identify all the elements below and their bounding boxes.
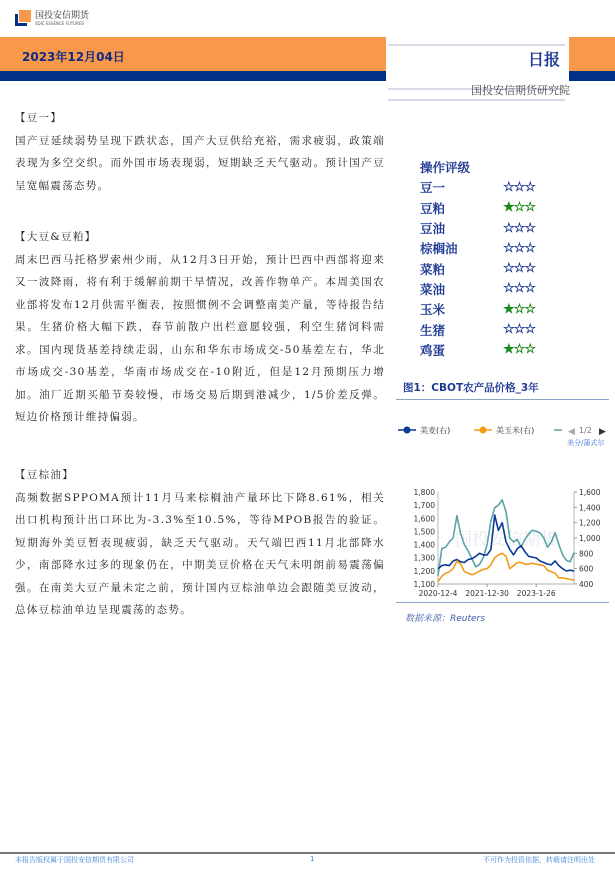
header-blue-bar-right [569,71,615,81]
rating-stars [503,221,535,236]
section-body: 高频数据SPPOMA预计11月马来棕榈油产量环比下降8.61%，相关出口机构预计出口环比为-3.3%至10.5%，等待MPOB报告的验证。短期海外美豆暂表现疲弱，缺乏天气驱动。天气端巴西11月北部降水少，南部降水过多的现象仍在，中期美豆价格在天气未明朗前易震荡偏强。在南美大豆产量未定之前，预计国内豆棕油单边会跟随美豆波动，总体豆棕油单边呈现震荡的态势。 [15,491,385,616]
section-title: 【豆一】 [15,112,63,124]
star-empty-icon: ☆ [513,200,525,216]
logo-mark-icon [15,10,31,26]
left-tick-label: 1,400 [413,540,435,550]
right-tick-label: 1,000 [579,534,601,543]
star-empty-icon: ☆ [524,179,535,195]
rating-product: 豆粕 [420,200,446,216]
header-orange-bar-right [569,37,615,71]
divider [388,99,565,101]
section-title: 【豆棕油】 [15,469,74,481]
section-soy-palm-oil [15,464,385,622]
star-empty-icon: ☆ [524,200,535,216]
rating-stars [503,200,535,215]
legend-label: 美玉米(右) [496,426,535,435]
rating-row [420,177,560,197]
rating-stars [503,342,535,357]
rating-stars [503,322,535,337]
left-tick-label: 1,500 [413,527,435,537]
star-empty-icon: ☆ [503,281,514,297]
rating-row [420,238,560,258]
figure-title: 图1：CBOT农产品价格_3年 [403,382,539,394]
rating-row [420,340,560,360]
star-empty-icon: ☆ [524,322,535,338]
rating-stars [503,281,535,296]
rating-product: 棕榈油 [420,241,458,257]
watermark: 国投安信期货 [455,530,557,550]
figure-source: 数据来源：Reuters [405,614,485,624]
report-type: 日报 [527,50,560,69]
star-empty-icon: ☆ [524,342,535,358]
star-empty-icon: ☆ [503,179,514,195]
left-tick-label: 1,300 [413,553,435,563]
footer-divider [0,852,615,854]
header-blue-bar [0,71,386,81]
star-empty-icon: ☆ [503,261,514,277]
page-number: 1 [310,855,315,863]
rating-product: 豆油 [420,221,446,237]
rating-stars [503,241,535,256]
rating-product: 玉米 [420,302,446,318]
x-tick-label: 2023-1-26 [516,589,556,598]
right-tick-label: 1,200 [579,518,601,528]
star-filled-icon: ★ [503,200,514,216]
company-logo [15,10,89,26]
section-soybean-meal [15,226,385,429]
rating-product: 豆一 [420,180,446,196]
report-date: 2023年12月04日 [22,50,125,64]
section-title: 【大豆&豆粕】 [15,231,97,243]
logo-subtext: SDIC ESSENCE FUTURES [35,20,85,26]
series-line [438,553,574,581]
star-empty-icon: ☆ [503,240,514,256]
right-axis-unit: 美分/蒲式尔 [567,439,605,447]
left-tick-label: 1,700 [413,501,435,511]
legend-label: 美麦(右) [420,426,451,435]
rating-row [420,198,560,218]
right-tick-label: 400 [579,580,594,589]
legend-marker [480,427,487,434]
rating-product: 菜油 [420,281,446,297]
section-body: 周末巴西马托格罗索州少雨，从12月3日开始，预计巴西中西部将迎来又一波降雨，将有利于缓解前期干旱情况，改善作物单产。本周美国农业部将发布12月供需平衡表，按照惯例不会调整南美产量，等待报告结果。生猪价格大幅下跌，春节前散户出栏意愿较强，利空生猪饲料需求。国内现货基差持续走弱，山东和华东市场成交-50基差左右，华北市场成交-30基差，华南市场成交在-10附近，但是12月预期压力增加。油厂近期买船节奏较慢，市场交易后期到港减少，1/5价差反弹。短边价格预计维持偏弱。 [15,253,385,423]
institute-name: 国投安信期货研究院 [471,84,570,97]
rating-row [420,299,560,319]
legend-next-icon: ▶ [599,427,606,437]
star-empty-icon: ☆ [513,179,525,195]
x-tick-label: 2021-12-30 [465,589,509,598]
rating-product: 生猪 [420,322,446,338]
star-empty-icon: ☆ [524,220,535,236]
footer-copyright: 本报告版权属于国投安信期货有限公司 [15,856,134,864]
footer-disclaimer: 不可作为投资依据，转载请注明出处 [483,856,595,864]
section-douyi [15,107,385,197]
rating-product: 鸡蛋 [420,342,446,358]
star-empty-icon: ☆ [524,240,535,256]
x-tick-label: 2020-12-4 [418,589,458,598]
right-tick-label: 800 [579,549,594,559]
star-empty-icon: ☆ [513,322,525,338]
star-empty-icon: ☆ [503,220,514,236]
right-tick-label: 1,400 [579,503,601,513]
right-tick-label: 1,600 [579,488,601,497]
logo-text: 国投安信期货 [35,10,90,21]
star-empty-icon: ☆ [513,301,525,317]
star-filled-icon: ★ [503,342,514,358]
right-tick-label: 600 [579,564,594,574]
legend-prev-icon: ◀ [568,427,575,437]
rating-stars [503,302,535,317]
rating-row [420,279,560,299]
star-empty-icon: ☆ [524,301,535,317]
star-empty-icon: ☆ [513,261,525,277]
rating-row [420,319,560,339]
star-empty-icon: ☆ [513,240,525,256]
rating-product: 菜粕 [420,261,446,277]
left-tick-label: 1,200 [413,566,435,576]
section-body: 国产豆延续弱势呈现下跌状态，国产大豆供给充裕，需求疲弱，政策端表现为多空交织。而外国市场表现弱，短期缺乏天气驱动。预计国产豆呈宽幅震荡态势。 [15,134,385,192]
rating-stars [503,261,535,276]
left-tick-label: 1,100 [413,580,435,589]
star-empty-icon: ☆ [503,322,514,338]
figure-divider-bottom [396,602,609,603]
star-empty-icon: ☆ [513,220,525,236]
star-filled-icon: ★ [503,301,514,317]
star-empty-icon: ☆ [524,281,535,297]
left-tick-label: 1,600 [413,514,435,524]
legend-page: 1/2 [579,426,592,435]
star-empty-icon: ☆ [513,281,525,297]
star-empty-icon: ☆ [524,261,535,277]
rating-title: 操作评级 [420,160,471,176]
rating-table [420,157,560,360]
rating-row [420,258,560,278]
rating-stars [503,180,535,195]
star-empty-icon: ☆ [513,342,525,358]
legend-marker [404,427,411,434]
left-tick-label: 1,800 [413,488,435,497]
rating-row [420,218,560,238]
figure-divider [396,399,609,400]
